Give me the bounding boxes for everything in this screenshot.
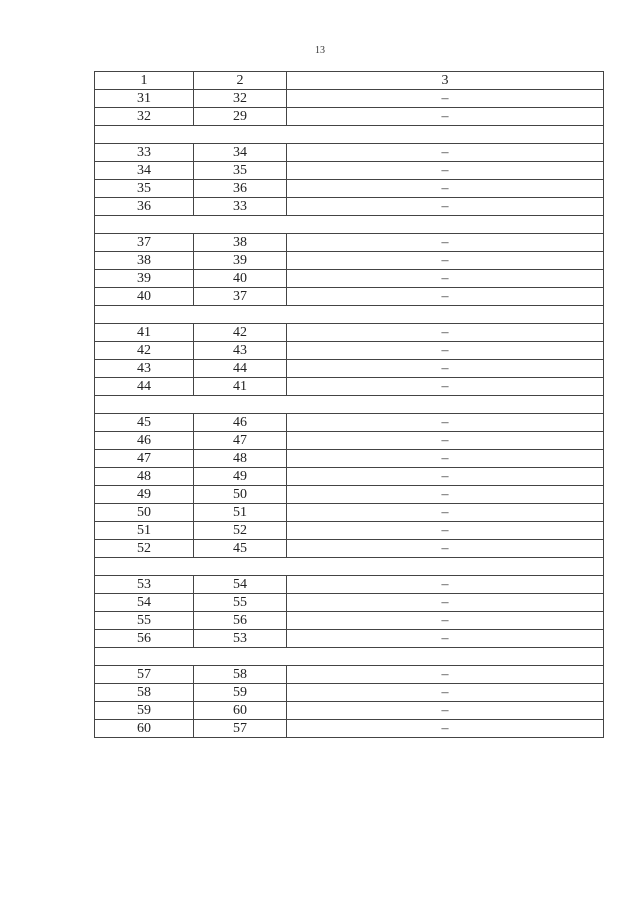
table-row: [95, 180, 604, 198]
table-cell-col3: –: [287, 90, 604, 108]
header-cell-col2: 2: [194, 72, 287, 90]
group-separator-row: [95, 216, 604, 234]
table-cell-col1: 58: [95, 684, 194, 702]
table-header-row: [95, 72, 604, 90]
table-row: [95, 342, 604, 360]
table-cell-col3: –: [287, 270, 604, 288]
table-cell-col2: 51: [194, 504, 287, 522]
table-cell-col3: –: [287, 360, 604, 378]
table-row: [95, 486, 604, 504]
table-cell-col2: 33: [194, 198, 287, 216]
table-cell-col3: –: [287, 630, 604, 648]
table-row: [95, 144, 604, 162]
table-row: [95, 576, 604, 594]
table-cell-col1: 45: [95, 414, 194, 432]
table-cell-col1: 37: [95, 234, 194, 252]
table-cell-col3: –: [287, 378, 604, 396]
table-cell-col3: –: [287, 450, 604, 468]
table-cell-col3: –: [287, 108, 604, 126]
table-cell-col1: 52: [95, 540, 194, 558]
table-cell-col2: 32: [194, 90, 287, 108]
table-row: [95, 90, 604, 108]
table-row: [95, 234, 604, 252]
table-cell-col1: 55: [95, 612, 194, 630]
table-cell-col3: –: [287, 540, 604, 558]
table-row: [95, 378, 604, 396]
table-row: [95, 360, 604, 378]
table-row: [95, 684, 604, 702]
group-separator-cell: [95, 216, 604, 234]
table-row: [95, 162, 604, 180]
table-cell-col1: 44: [95, 378, 194, 396]
table-cell-col1: 59: [95, 702, 194, 720]
header-cell-col3: 3: [287, 72, 604, 90]
table-cell-col2: 46: [194, 414, 287, 432]
group-separator-row: [95, 126, 604, 144]
table-row: [95, 594, 604, 612]
table-cell-col1: 49: [95, 486, 194, 504]
table-cell-col2: 48: [194, 450, 287, 468]
table-cell-col3: –: [287, 342, 604, 360]
table-cell-col2: 40: [194, 270, 287, 288]
table-cell-col1: 31: [95, 90, 194, 108]
table-cell-col1: 53: [95, 576, 194, 594]
table-row: [95, 720, 604, 738]
table-cell-col2: 50: [194, 486, 287, 504]
table-cell-col2: 55: [194, 594, 287, 612]
table-cell-col3: –: [287, 414, 604, 432]
table-cell-col1: 50: [95, 504, 194, 522]
table-cell-col3: –: [287, 162, 604, 180]
table-cell-col2: 53: [194, 630, 287, 648]
table-cell-col1: 39: [95, 270, 194, 288]
table-cell-col2: 41: [194, 378, 287, 396]
table-cell-col2: 47: [194, 432, 287, 450]
table-cell-col1: 48: [95, 468, 194, 486]
header-cell-col1: 1: [95, 72, 194, 90]
table-cell-col1: 40: [95, 288, 194, 306]
table-cell-col3: –: [287, 684, 604, 702]
table-cell-col3: –: [287, 702, 604, 720]
table-cell-col1: 46: [95, 432, 194, 450]
table-cell-col3: –: [287, 594, 604, 612]
group-separator-row: [95, 558, 604, 576]
table-row: [95, 288, 604, 306]
group-separator-cell: [95, 396, 604, 414]
table-cell-col1: 54: [95, 594, 194, 612]
table-row: [95, 252, 604, 270]
table-row: [95, 432, 604, 450]
table-cell-col3: –: [287, 324, 604, 342]
table-cell-col1: 57: [95, 666, 194, 684]
table-cell-col1: 33: [95, 144, 194, 162]
table-cell-col1: 42: [95, 342, 194, 360]
page-number: 13: [315, 45, 325, 56]
group-separator-cell: [95, 126, 604, 144]
table-cell-col3: –: [287, 198, 604, 216]
table-row: [95, 702, 604, 720]
table-row: [95, 108, 604, 126]
table-cell-col2: 38: [194, 234, 287, 252]
table-cell-col2: 54: [194, 576, 287, 594]
table-row: [95, 522, 604, 540]
table-cell-col2: 36: [194, 180, 287, 198]
table-cell-col2: 52: [194, 522, 287, 540]
table-cell-col3: –: [287, 234, 604, 252]
table-cell-col2: 29: [194, 108, 287, 126]
table-cell-col2: 35: [194, 162, 287, 180]
table-cell-col3: –: [287, 144, 604, 162]
table-row: [95, 630, 604, 648]
group-separator-cell: [95, 558, 604, 576]
table-row: [95, 324, 604, 342]
group-separator-cell: [95, 648, 604, 666]
table-cell-col3: –: [287, 432, 604, 450]
table-cell-col2: 44: [194, 360, 287, 378]
table-cell-col3: –: [287, 666, 604, 684]
table-cell-col1: 38: [95, 252, 194, 270]
table-cell-col2: 56: [194, 612, 287, 630]
table-row: [95, 612, 604, 630]
table-row: [95, 414, 604, 432]
table-cell-col3: –: [287, 522, 604, 540]
table-cell-col2: 57: [194, 720, 287, 738]
table-cell-col1: 47: [95, 450, 194, 468]
table-row: [95, 270, 604, 288]
table-cell-col1: 43: [95, 360, 194, 378]
data-table: [94, 71, 604, 738]
table-row: [95, 666, 604, 684]
table-cell-col1: 34: [95, 162, 194, 180]
table-cell-col2: 43: [194, 342, 287, 360]
table-cell-col3: –: [287, 468, 604, 486]
table-cell-col2: 58: [194, 666, 287, 684]
table-cell-col1: 56: [95, 630, 194, 648]
table-row: [95, 198, 604, 216]
table-cell-col1: 36: [95, 198, 194, 216]
table-cell-col1: 35: [95, 180, 194, 198]
table-row: [95, 540, 604, 558]
group-separator-cell: [95, 306, 604, 324]
table-row: [95, 468, 604, 486]
table-cell-col2: 60: [194, 702, 287, 720]
table-cell-col3: –: [287, 486, 604, 504]
table-row: [95, 504, 604, 522]
table-cell-col2: 49: [194, 468, 287, 486]
table-cell-col1: 60: [95, 720, 194, 738]
table-cell-col3: –: [287, 252, 604, 270]
table-cell-col2: 45: [194, 540, 287, 558]
table-cell-col3: –: [287, 288, 604, 306]
table-cell-col3: –: [287, 504, 604, 522]
table-cell-col3: –: [287, 720, 604, 738]
table-cell-col2: 59: [194, 684, 287, 702]
table-cell-col3: –: [287, 612, 604, 630]
group-separator-row: [95, 648, 604, 666]
table-row: [95, 450, 604, 468]
group-separator-row: [95, 306, 604, 324]
table-cell-col2: 34: [194, 144, 287, 162]
group-separator-row: [95, 396, 604, 414]
table-cell-col2: 39: [194, 252, 287, 270]
table-cell-col3: –: [287, 576, 604, 594]
table-body: [95, 72, 604, 738]
table-cell-col2: 37: [194, 288, 287, 306]
table-cell-col1: 32: [95, 108, 194, 126]
table-cell-col1: 51: [95, 522, 194, 540]
table-cell-col1: 41: [95, 324, 194, 342]
table-cell-col3: –: [287, 180, 604, 198]
table-cell-col2: 42: [194, 324, 287, 342]
